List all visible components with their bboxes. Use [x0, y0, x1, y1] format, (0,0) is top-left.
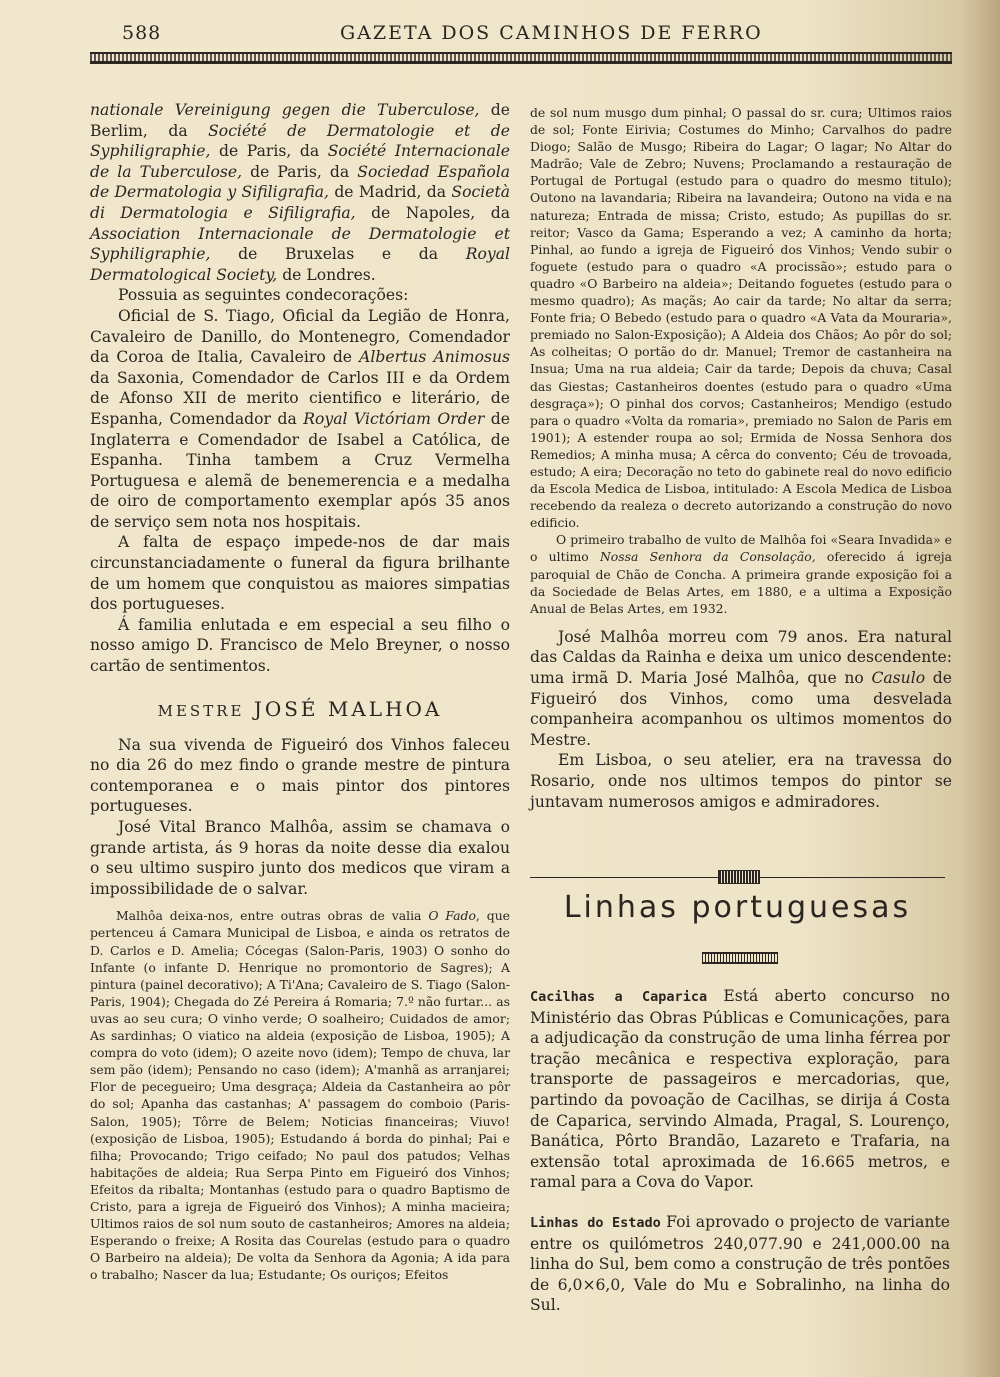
left-column — [90, 100, 510, 1283]
decorations-intro: Possuia as seguintes condecorações: — [118, 286, 409, 305]
heading-name: JOSÉ MALHOA — [253, 696, 443, 721]
malhoa-death-paragraph: Na sua vivenda de Figueiró dos Vinhos faleceu no dia 26 do mez findo o grande mestre de pintura contemporanea e o mais pintor dos pintores portugueses. — [90, 735, 510, 816]
section-divider — [530, 870, 945, 886]
news-kicker: Linhas do Estado — [530, 1215, 661, 1231]
text-run: Foi aprovado o projecto de variante entre os quilómetros 240,077.90 e 241,000.00 na linha do Sul, bem como a construção de três pontões de 6,0×6,0, Vale do Mu e Sobralinho, na linha do Sul. — [530, 1213, 950, 1315]
first-last-work-paragraph — [530, 531, 952, 616]
text-run: Está aberto concurso no Ministério das Obras Públicas e Comunicações, para a adjudicação da construção de uma linha férrea por tração mecânica e respectiva exploração, para transporte de passageiros e mercadorias, que, partindo da povoação de Cacilhas, se dirija á Costa de Caparica, servindo Almada, Pragal, S. Lourenço, Banática, Pôrto Brandão, Lazareto e Trafaria, na extensão total aproximada de 16.665 metros, e ramal para a Cova do Vapor. — [530, 987, 950, 1192]
obituary-societies-paragraph — [90, 100, 510, 285]
funeral-paragraph: A falta de espaço impede-nos de dar mais circunstanciadamente o funeral da figura brilhante de um homem que conquistou as maiores simpatias dos portugueses. — [90, 533, 510, 614]
text-run: de Paris, da — [242, 162, 358, 181]
text-run: Oficial de S. Tiago, Oficial da Legião de Honra, Cavaleiro de Danillo, do Montenegro, Comendador da Coroa de Italia, Cavaleiro de — [90, 306, 510, 367]
order-name: Albertus Animosus — [359, 348, 511, 367]
malhoa-heading — [90, 697, 510, 721]
text-run: de Napoles, da — [355, 203, 510, 222]
divider-ornament — [718, 870, 760, 884]
society-name: Royal Dermatological Society, — [90, 245, 510, 284]
work-title: Nossa Senhora da Consolação, — [599, 549, 816, 565]
header-rule — [90, 52, 952, 64]
news-paragraph — [530, 1212, 950, 1316]
text-run: de Inglaterra e Comendador de Isabel a Católica, de Espanha. Tinha tambem a Cruz Vermelha Portuguesa e alemã de benemerencia e a medalha de oiro de comportamento exemplar após 35 anos de serviço sem nota nos hospitais. — [90, 409, 510, 531]
heading-prefix: MESTRE — [157, 701, 245, 720]
text-run: O primeiro trabalho de vulto de Malhôa foi «Seara Invadida» e o ultimo — [530, 532, 952, 565]
text-run: da Saxonia, Comendador de Carlos III e da Ordem de Afonso XII de merito cientifico e literário, de Espanha, Comendador da — [90, 368, 510, 428]
page-header — [90, 18, 952, 52]
text-run: de Londres. — [277, 265, 376, 284]
text-run: Malhôa deixa-nos, entre outras obras de valia — [116, 908, 429, 924]
society-name: Société Internacionale de la Tuberculose, — [90, 142, 510, 181]
section-title: Linhas portuguesas — [563, 890, 912, 925]
house-name: Casulo — [871, 669, 926, 687]
society-name: Sociedad Española de Dermatologia y Sifiligrafia, — [90, 162, 510, 202]
works-list-paragraph — [90, 907, 510, 1283]
society-name: Association Internacionale de Dermatologie et Syphiligraphie, — [90, 224, 510, 264]
news-item-linhas-estado — [530, 1212, 950, 1316]
order-name: Royal Victóriam Order — [303, 409, 485, 428]
news-item-cacilhas — [530, 986, 950, 1193]
society-name: Società di Dermatologia e Sifiligrafia, — [90, 183, 511, 222]
society-name: nationale Vereinigung gegen die Tuberculose, — [90, 101, 480, 119]
text-run: de Berlim, da — [90, 101, 510, 140]
journal-title: GAZETA DOS CAMINHOS DE FERRO — [340, 22, 763, 44]
atelier-paragraph: Em Lisboa, o seu atelier, era na travessa do Rosario, onde nos ultimos tempos do pintor se juntavam numerosos amigos e admiradores. — [530, 751, 952, 811]
right-column — [530, 104, 952, 812]
page-number: 588 — [122, 22, 162, 44]
condolences-paragraph: Á familia enlutada e em especial a seu filho o nosso amigo D. Francisco de Melo Breyner, o nosso cartão de sentimentos. — [90, 615, 510, 676]
text-run: de Figueiró dos Vinhos, como uma desvelada companheira acompanhou os ultimos momentos do Mestre. — [530, 669, 952, 749]
malhoa-name-paragraph: José Vital Branco Malhôa, assim se chamava o grande artista, ás 9 horas da noite desse dia exalou o seu ultimo suspiro junto dos medicos que viram a impossibilidade de o salvar. — [90, 818, 510, 898]
malhoa-family-paragraph — [530, 627, 952, 751]
text-run: de Madrid, da — [329, 183, 452, 202]
text-run: de Paris, da — [210, 142, 328, 161]
society-name: Société de Dermatologie et de Syphiligraphie, — [90, 121, 510, 161]
works-list-continued: de sol num musgo dum pinhal; O passal do sr. cura; Ultimos raios de sol; Fonte Eirivia; Costumes do Minho; Carvalhos do padre Diogo; Salão de Musgo; Ribeira do Lagar; O lagar; No Altar do Madrão; Vale de Zebro; Nuvens; Proclamando a restauração de Portugal de Portugal (estudo para o quadro do mesmo titulo); Outono na lavandaria; Ribeira na lavandeira; Outono na vida e na natureza; Entrada de missa; Cristo, estudo; As pupillas do sr. reitor; Vasco da Gama; Esperando a vez; A caminho da horta; Pinhal, ao fundo a igreja de Figueiró dos Vinhos; Vendo subir o foguete (estudo para o quadro «A procissão»; estudo para o quadro «O Barbeiro na aldeia»; Deitando foguetes (estudo para o mesmo quadro); As maçãs; Ao cair da tarde; No altar da serra; Fonte fria; O Bebedo (estudo para o quadro «A Vata da Mouraria», premiado no Salon-Exposição); A Aldeia dos Chãos; Ao pôr do sol; As colheitas; O portão do dr. Manuel; Tremor de castanheira na Insua; Uma na rua aldeia; Cair da tarde; Depois da chuva; Casal das Giestas; Castanheiros doentes (estudo para o quadro «Uma desgraça»); O pinhal dos corvos; Castanheiros; Mendigo (estudo para o quadro «Volta da romaria», premiado no Salon de Paris em 1901); A estender roupa ao sol; Ermida de Nossa Senhora dos Remedios; A minha musa; A cêrca do convento; Céu de trovoada, estudo; A eira; Decoração no teto do gabinete real do novo edificio da Escola Medica de Lisboa, intitulado: A Escola Medica de Lisboa recebendo da realeza o decreto autorizando a construção do novo edificio. — [530, 105, 952, 531]
work-title: O Fado — [428, 908, 476, 924]
decorations-paragraph — [90, 306, 510, 533]
text-run: José Malhôa morreu com 79 anos. Era natural das Caldas da Rainha e deixa um unico descendente: uma irmã D. Maria José Malhôa, que no — [530, 627, 952, 687]
news-kicker: Cacilhas a Caparica — [530, 989, 708, 1005]
news-paragraph — [530, 986, 950, 1193]
title-underline-ornament — [702, 952, 778, 964]
text-run: oferecido á igreja paroquial de Chão de Concha. A primeira grande exposição foi a da Sociedade de Belas Artes, em 1880, e a ultima a Exposição Anual de Belas Artes, em 1932. — [530, 549, 953, 616]
text-run: , que pertenceu á Camara Municipal de Lisboa, e ainda os retratos de D. Carlos e D. Amelia; Cócegas (Salon-Paris, 1903) O sonho do Infante (o infante D. Henrique no promontorio de Sagres); A pintura (painel decorativo); A Ti'Ana; Cavaleiro de S. Tiago (Salon-Paris, 1904); Chegada do Zé Pereira á Romaria; 7.º não furtar... as uvas ao seu cura; O vinho verde; O soalheiro; Cuidados de amor; As sardinhas; O viatico na aldeia (exposição de Lisboa, 1905); A compra do voto (idem); O azeite novo (idem); Tempo de chuva, lar sem pão (idem); Pensando no caso (idem); A'manhã as arranjarei; Flor de pecegueiro; Uma desgraça; Aldeia da Castanheira ao pôr do sol; Apanha das castanhas; A' passagem do comboio (Paris-Salon, 1905); Tôrre de Belem; Noticias financeiras; Viuvo! (exposição de Lisboa, 1905); Estudando á borda do pinhal; Pai e filha; Provocando; Trigo ceifado; No paul dos patudos; Velhas habitações de aldeia; Rua Serpa Pinto em Figueiró dos Vinhos; Efeitos da ribalta; Montanhas (estudo para o quadro Baptismo de Cristo, para a igreja de Figueiró dos Vinhos); A minha macieira; Ultimos raios de sol num souto de castanheiros; Amores na aldeia; Esperando o freixe; A Rosita das Courelas (estudo para o quadro O Barbeiro na aldeia); De volta da Senhora da Agonia; A ida para o trabalho; Nascer da lua; Estudante; Os ouriços; Efeitos — [90, 908, 511, 1283]
text-run: de Bruxelas e da — [210, 245, 466, 264]
